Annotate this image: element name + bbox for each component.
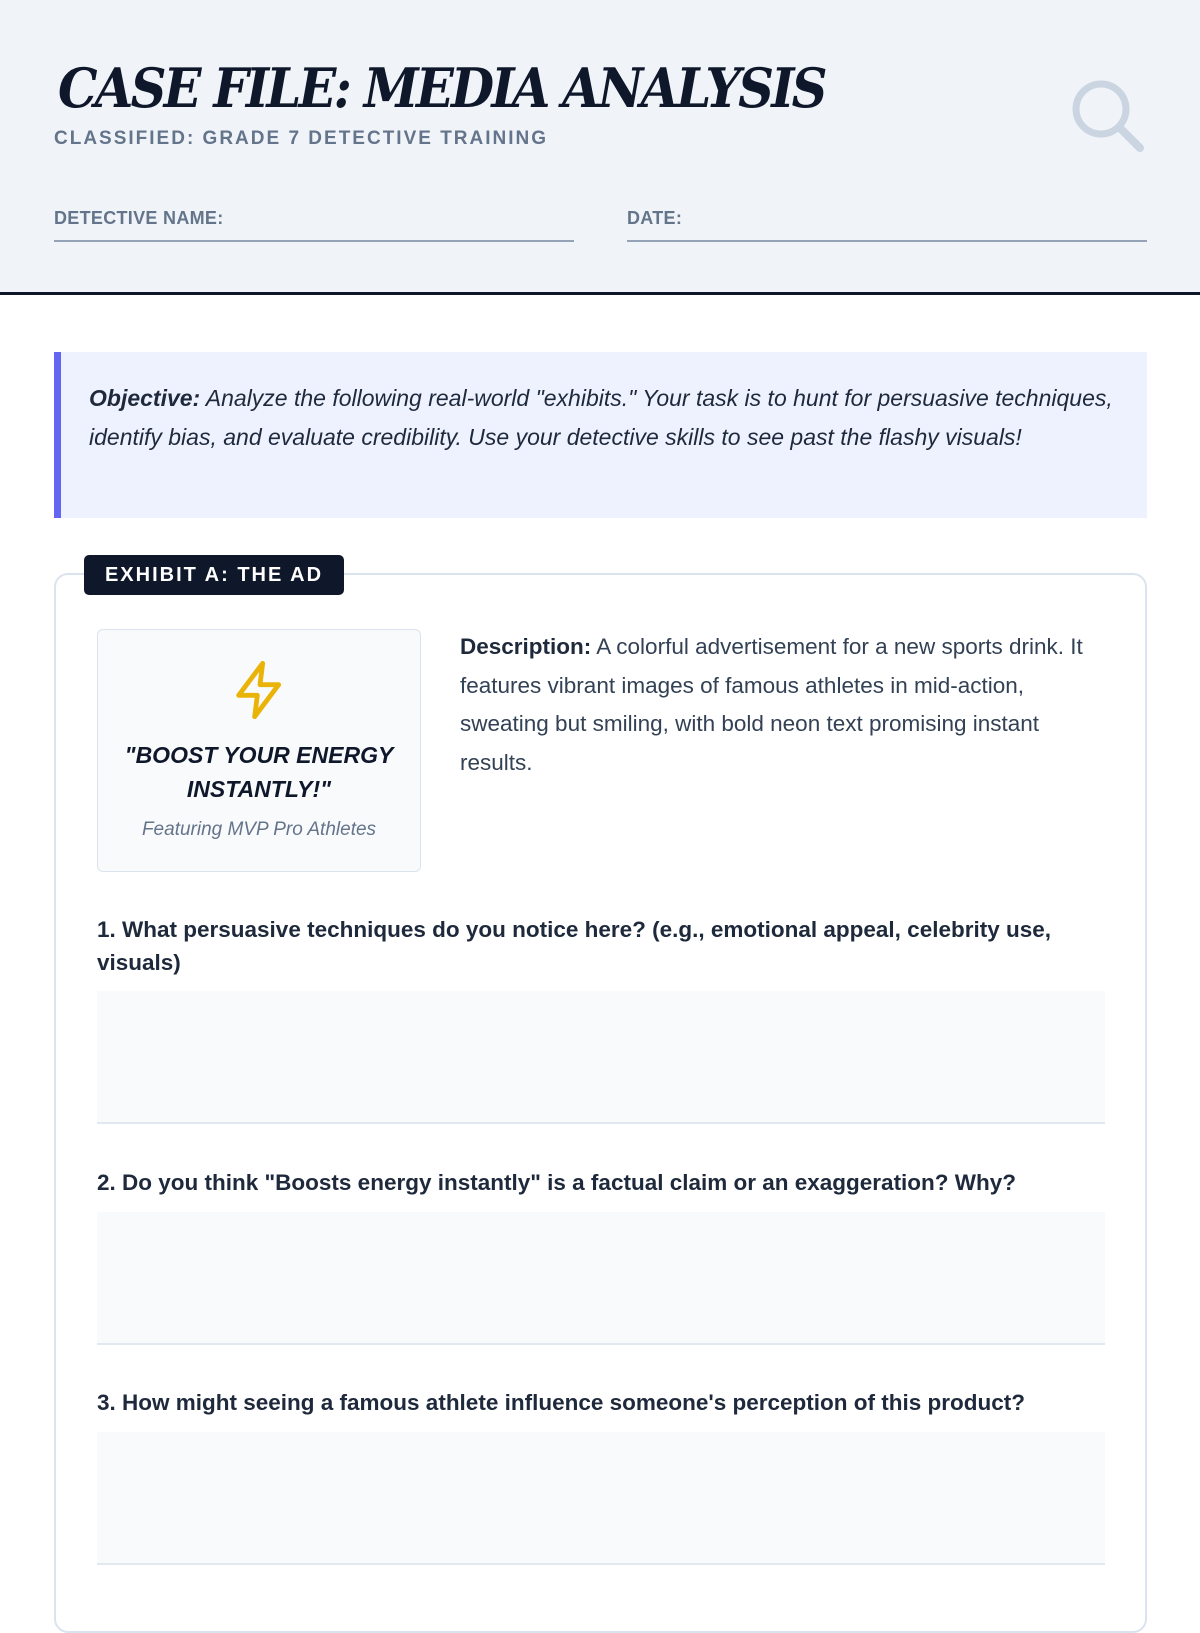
date-field[interactable] — [627, 208, 1147, 242]
question-2: 2. Do you think "Boosts energy instantly" is a factual claim or an exaggeration? Why? — [97, 1170, 1017, 1195]
description-text: A colorful advertisement for a new sports drink. It features vibrant images of famous athletes in mid-action, sweating but smiling, with bold neon text promising instant results. — [460, 634, 1083, 775]
page-subtitle: CLASSIFIED: GRADE 7 DETECTIVE TRAINING — [54, 128, 549, 149]
question-1: 1. What persuasive techniques do you notice here? (e.g., emotional appeal, celebrity use, visuals) — [97, 917, 1051, 975]
date-label: DATE: — [627, 208, 683, 228]
objective-text: Analyze the following real-world "exhibits." Your task is to hunt for persuasive techniques, identify bias, and evaluate credibility. Use your detective skills to see past the flashy visuals! — [89, 385, 1113, 450]
magnifying-glass-icon — [1070, 78, 1146, 154]
description-label: Description: — [460, 634, 592, 659]
page-title: CASE FILE: MEDIA ANALYSIS — [58, 56, 825, 120]
objective-label: Objective: — [89, 385, 201, 411]
ad-caption: Featuring MVP Pro Athletes — [141, 819, 377, 840]
ad-slogan: "BOOST YOUR ENERGY INSTANTLY!" — [124, 742, 394, 802]
case-file-header — [0, 0, 1200, 295]
objective-box — [54, 352, 1147, 518]
question-3: 3. How might seeing a famous athlete influence someone's perception of this product? — [97, 1390, 1025, 1415]
exhibit-tag: EXHIBIT A: THE AD — [84, 555, 344, 595]
exhibit-description — [460, 628, 1100, 782]
detective-name-field[interactable] — [54, 208, 574, 242]
lightning-bolt-icon — [228, 658, 292, 722]
ad-mockup — [97, 629, 421, 872]
answer-field-1[interactable] — [97, 991, 1105, 1124]
answer-field-3[interactable] — [97, 1432, 1105, 1565]
detective-name-label: DETECTIVE NAME: — [54, 208, 224, 228]
answer-field-2[interactable] — [97, 1212, 1105, 1345]
